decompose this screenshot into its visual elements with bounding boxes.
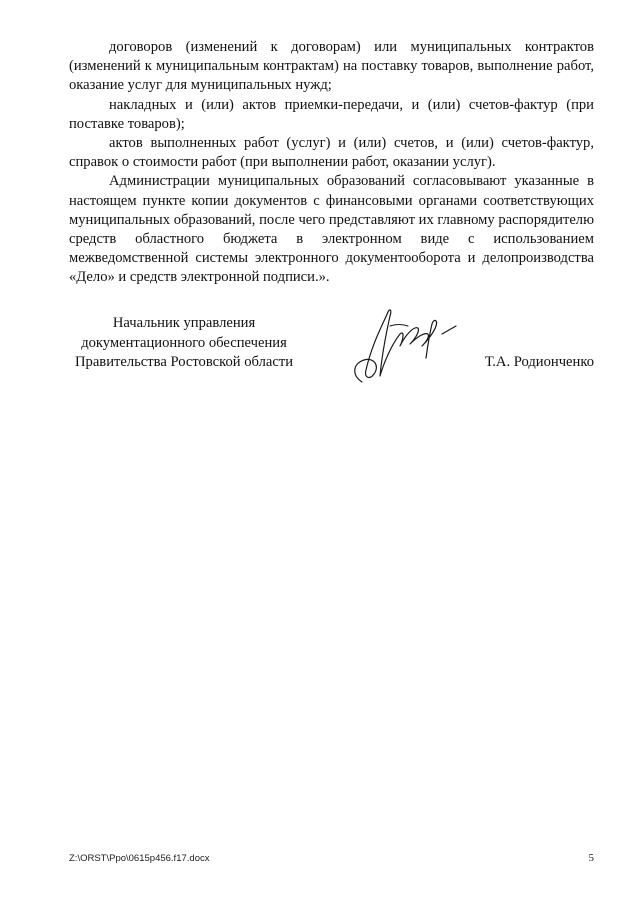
signer-position	[69, 314, 299, 373]
footer-file-path: Z:\ORST\Ppo\0615p456.f17.docx	[69, 853, 210, 864]
handwritten-signature	[344, 304, 464, 389]
signer-position-line-2: документационного обеспечения	[81, 334, 287, 351]
signer-name: Т.А. Родионченко	[484, 354, 594, 370]
paragraph-administrations: Администрации муниципальных образований согласовывают указанные в настоящем пункте копии документов с финансовыми органами соответствующих муниципальных образований, после чего представляют их главному распорядителю средств областного бюджета в электронном виде с использованием межведомственной системы электронного документооборота и делопроизводства «Дело» и средств электронной подписи.».	[69, 173, 594, 286]
signer-position-line-3: Правительства Ростовской области	[74, 354, 294, 370]
paragraph-acts: актов выполненных работ (услуг) и (или) счетов, и (или) счетов-фактур, справок о стоимости работ (при выполнении работ, оказании услуг).	[69, 135, 594, 171]
paragraph-contracts: договоров (изменений к договорам) или муниципальных контрактов (изменений к муниципальным контрактам) на поставку товаров, выполнение работ, оказание услуг для муниципальных нужд;	[69, 39, 594, 94]
page-number: 5	[588, 852, 594, 864]
signer-position-line-1: Начальник управления	[112, 315, 256, 331]
signature-block	[69, 314, 594, 394]
document-body	[69, 38, 594, 288]
paragraph-invoices: накладных и (или) актов приемки-передачи, и (или) счетов-фактур (при поставке товаров);	[69, 96, 594, 132]
